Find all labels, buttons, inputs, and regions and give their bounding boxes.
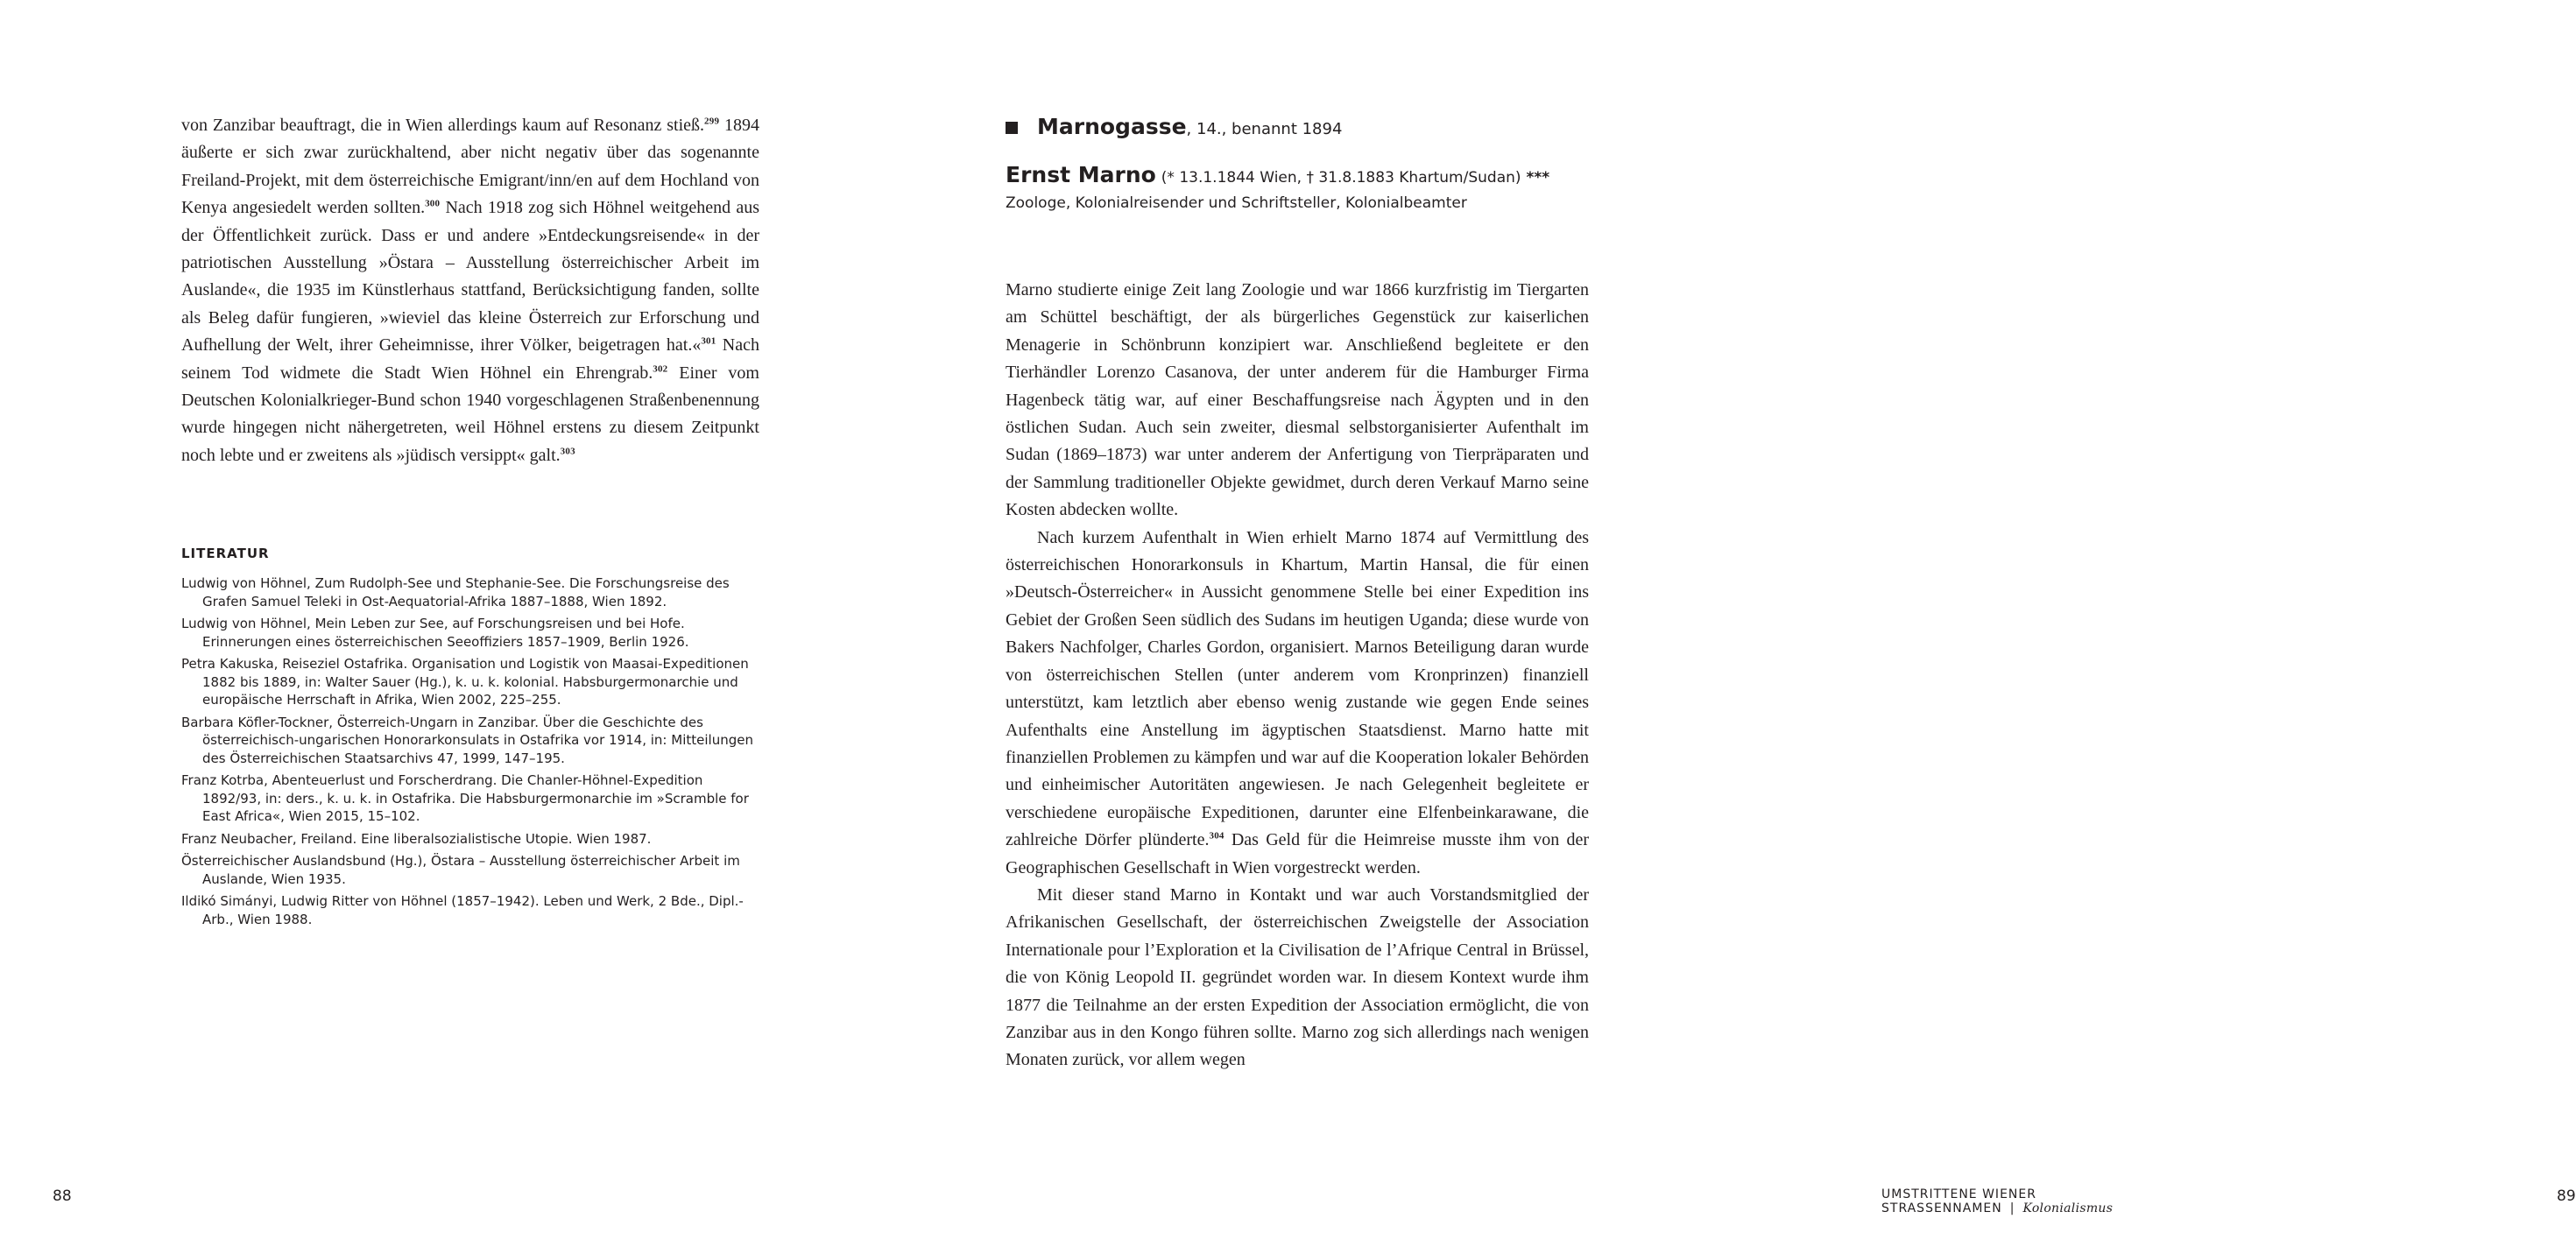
body-paragraph-3: Mit dieser stand Marno in Kontakt und war auch Vorstandsmitglied der Afrikanischen Gesellschaft, der österreichischen Zweigstelle der Association Internationale pour l’Exploration et la Civilisation de l’Afrique Central in Brüssel, die von König Leopold II. gegründet worden war. In diesem Kontext wurde ihm 1877 die Teilnahme an der ersten Expedition der Association ermöglicht, die von Zanzibar aus in den Kongo führen sollte. Marno zog sich allerdings nach wenigen Monaten zurück, vor allem wegen [1006, 884, 1589, 1070]
footnote-marker: 303 [560, 446, 575, 457]
body-paragraph-2-text: Nach kurzem Aufenthalt in Wien erhielt Marno 1874 auf Vermittlung des österreichischen Honorarkonsuls in Khartum, Martin Hansal, die für einen »Deutsch-Österreicher« in Aussicht genommene Stelle bei einer Expedition ins Gebiet der Großen Seen südlich des Sudans im heutigen Uganda; diese wurde von Bakers Nachfolger, Charles Gordon, organisiert. Marnos Beteiligung daran wurde von österreichischen Stellen (unter anderem vom Kronprinzen) finanziell unterstützt, kam letztlich aber ebenso wenig zustande wie gegen Ende seines Aufenthalts eine Anstellung im ägyptischen Staatsdienst. Marno hatte mit finanziellen Problemen zu kämpfen und war auf die Kooperation lokaler Behörden und einheimischer Autoritäten angewiesen. Je nach Gelegenheit begleitete er verschiedene europäische Expeditionen, darunter eine Elfenbeinkarawane, die zahlreiche Dörfer plünderte. [1006, 527, 1589, 850]
footnote-marker: 300 [425, 198, 441, 209]
left-page [0, 0, 876, 1247]
literature-heading: LITERATUR [181, 546, 270, 561]
body-text-segment: Einer vom Deutschen Kolonialkrieger-Bund schon 1940 vorgeschlagenen Straßenbenennung wurde hingegen nicht nähergetreten, weil Höhnel erstens zu diesem Zeitpunkt noch lebte und er zweitens als »jüdisch versippt« galt. [181, 363, 759, 465]
literature-item: Ludwig von Höhnel, Mein Leben zur See, auf Forschungsreisen und bei Hofe. Erinnerungen eines österreichischen Seeoffiziers 1857–1909, Berlin 1926. [181, 616, 689, 650]
left-body-text [181, 112, 759, 469]
person-dates: (* 13.1.1844 Wien, † 31.8.1883 Khartum/Sudan) [1161, 169, 1521, 187]
body-text-segment: von Zanzibar beauftragt, die in Wien allerdings kaum auf Resonanz stieß. [181, 116, 705, 135]
literature-list [181, 574, 759, 933]
literature-item: Franz Neubacher, Freiland. Eine liberalsozialistische Utopie. Wien 1987. [181, 830, 652, 847]
body-paragraph-2 [1006, 525, 1589, 882]
right-body-text [1006, 277, 1589, 1074]
literature-item: Barbara Köfler-Tockner, Österreich-Ungarn in Zanzibar. Über die Geschichte des österreichisch-ungarischen Honorarkonsulats in Ostafrika vor 1914, in: Mitteilungen des Österreichischen Staatsarchivs 47, 1999, 147–195. [181, 714, 753, 766]
footnote-marker: 304 [1209, 830, 1224, 842]
footnote-marker: 301 [701, 335, 716, 347]
running-head-separator: | [2009, 1201, 2015, 1215]
street-line [1006, 114, 1589, 139]
entry-header [1006, 114, 1589, 212]
right-page [876, 0, 2576, 1247]
footnote-marker: 299 [704, 116, 720, 127]
literature-item: Ludwig von Höhnel, Zum Rudolph-See und Stephanie-See. Die Forschungsreise des Grafen Samuel Teleki in Ost-Aequatorial-Afrika 1887–1888, Wien 1892. [181, 575, 730, 609]
literature-item: Franz Kotrba, Abenteuerlust und Forscherdrang. Die Chanler-Höhnel-Expedition 1892/93, in: ders., k. u. k. in Ostafrika. Die Habsburgermonarchie im »Scramble for East Africa«, Wien 2015, 15–102. [181, 772, 749, 824]
body-paragraph-2-continuation: Das Geld für die Heimreise musste ihm von der Geographischen Gesellschaft in Wien vorgestreckt werden. [1006, 830, 1589, 877]
body-text-segment: Nach 1918 zog sich Höhnel weitgehend aus der Öffentlichkeit zurück. Dass er und andere »Entdeckungsreisende« in der patriotischen Ausstellung »Östara – Ausstellung österreichischer Arbeit im Auslande«, die 1935 im Künstlerhaus stattfand, Berücksichtigung fanden, sollte als Beleg dafür fungieren, »wieviel das kleine Österreich zur Erforschung und Aufhellung der Welt, ihrer Geheimnisse, ihrer Völker, beigetragen hat.« [181, 198, 759, 356]
square-bullet-icon [1006, 122, 1018, 134]
street-detail: , 14., benannt 1894 [1186, 120, 1343, 138]
page-number-left: 88 [53, 1187, 72, 1205]
left-body-paragraph [181, 112, 759, 469]
page-number-right: 89 [2557, 1187, 2576, 1205]
body-text-segment: Nach seinem Tod widmete die Stadt Wien Höhnel ein Ehrengrab. [181, 335, 759, 383]
body-text-segment: 1894 äußerte er sich zwar zurückhaltend, aber nicht negativ über das sogenannte Freiland-Projekt, mit dem österreichische Emigrant/inn/en auf dem Hochland von Kenya angesiedelt werden sollten. [181, 116, 759, 218]
running-head-title: UMSTRITTENE WIENER STRASSENNAMEN [1881, 1187, 2036, 1215]
person-name: Ernst Marno [1006, 162, 1156, 187]
running-head-topic: Kolonialismus [2022, 1201, 2114, 1215]
street-name: Marnogasse [1037, 114, 1187, 139]
running-head [1881, 1187, 2113, 1215]
person-role: Zoologe, Kolonialreisender und Schriftsteller, Kolonialbeamter [1006, 194, 1467, 212]
footnote-marker: 302 [653, 363, 668, 374]
literature-item: Ildikó Simányi, Ludwig Ritter von Höhnel (1857–1942). Leben und Werk, 2 Bde., Dipl.-Arb., Wien 1988. [181, 893, 744, 927]
literature-item: Petra Kakuska, Reiseziel Ostafrika. Organisation und Logistik von Maasai-Expeditionen 1882 bis 1889, in: Walter Sauer (Hg.), k. u. k. kolonial. Habsburgermonarchie und europäische Herrschaft in Afrika, Wien 2002, 225–255. [181, 656, 749, 708]
person-line [1006, 162, 1589, 187]
body-paragraph-1: Marno studierte einige Zeit lang Zoologie und war 1866 kurzfristig im Tiergarten am Schüttel beschäftigt, der als bürgerliches Gegenstück zur kaiserlichen Menagerie in Schönbrunn konzipiert war. Anschließend begleitete er den Tierhändler Lorenzo Casanova, der unter anderem für die Hamburger Firma Hagenbeck tätig war, auf einer Beschaffungsreise nach Ägypten und in den östlichen Sudan. Auch sein zweiter, diesmal selbstorganisierter Aufenthalt im Sudan (1869–1873) war unter anderem der Anfertigung von Tierpräparaten und der Sammlung traditioneller Objekte gewidmet, durch deren Verkauf Marno seine Kosten abdecken wollte. [1006, 280, 1589, 520]
literature-item: Österreichischer Auslandsbund (Hg.), Östara – Ausstellung österreichischer Arbeit im Auslande, Wien 1935. [181, 853, 740, 887]
person-rating: *** [1526, 169, 1550, 187]
